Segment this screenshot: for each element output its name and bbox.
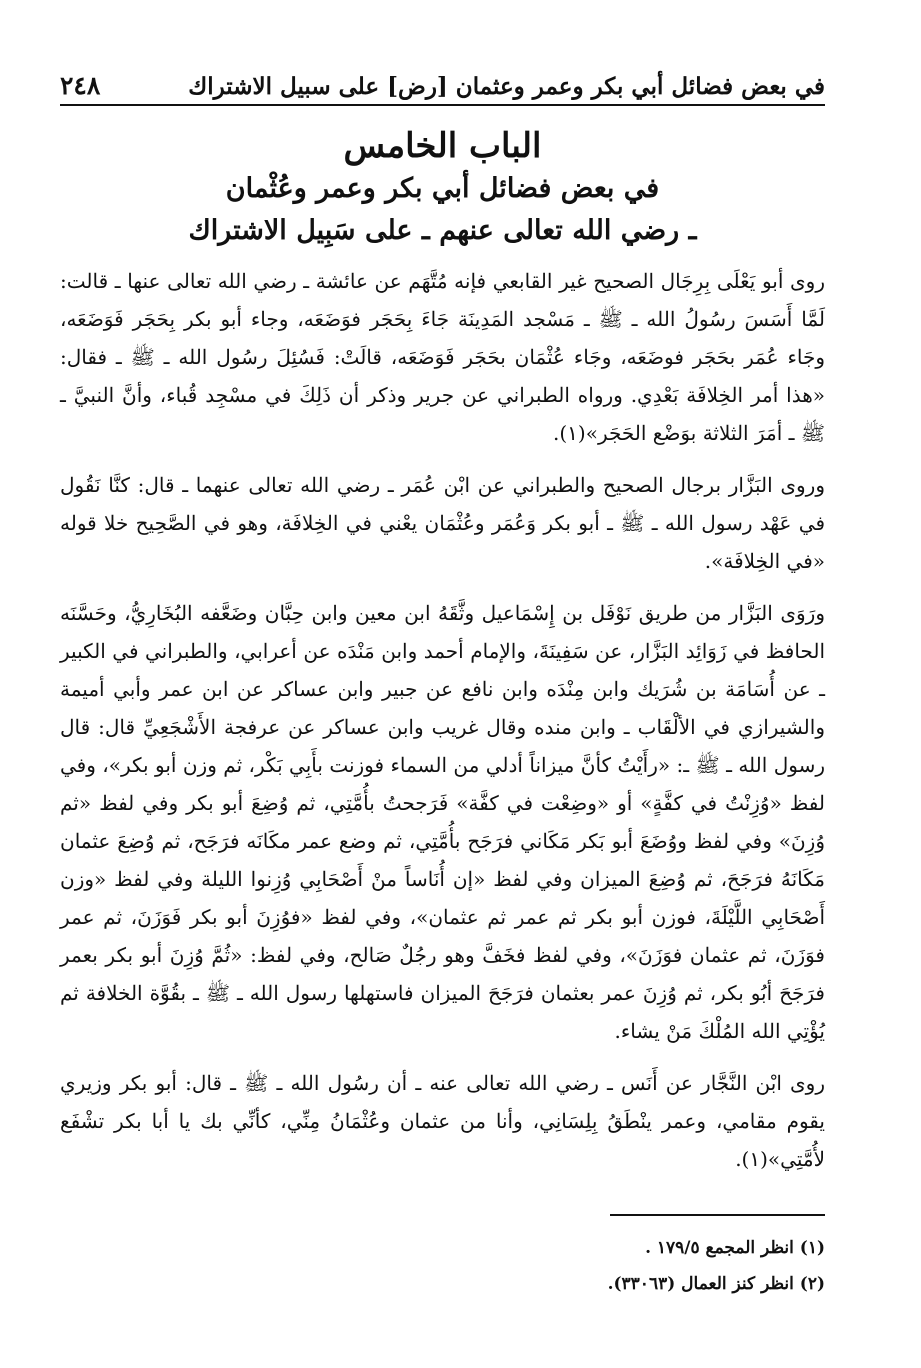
running-header [60, 58, 825, 106]
footnote-divider [610, 1214, 825, 1216]
chapter-title: الباب الخامس [343, 126, 542, 166]
footnotes [60, 1230, 825, 1302]
paragraph-2: وروى البَزَّار برجال الصحيح والطبراني عن ابْن عُمَر ـ رضي الله تعالى عنهما ـ قال: كنَّا نَقُول في عَهْد رسول الله ـ ﷺ ـ أبو بكر وَعُمَر وعُثْمَان يعْني في الخِلافَة، وهو في الصَّحِيح خلا قوله «في الخِلافَة». [60, 473, 826, 573]
running-title: في بعض فضائل أبي بكر وعمر وعثمان [رض] على سبيل الاشتراك [188, 73, 825, 100]
page-number: ٢٤٨ [60, 71, 101, 100]
paragraph-3: ورَوَى البَزَّار من طريق نَوْفَل بن إِسْمَاعيل وثَّقَهُ ابن معين وابن حِبَّان وضَعَّفه البُخَارِيُّ، وحَسَّنَه الحافظ في زَوَائِد البَزَّار، عن سَفِينَةَ، والإمام أحمد وابن مَنْدَه عن أعرابي، والطبراني في الكبير ـ عن أُسَامَة بن شُرَيك وابن مِنْدَه وابن نافع عن جبير وابن عساكر عن ابن عمر وأبي أميمة والشيرازي في الألْقَاب ـ وابن منده وقال غريب وابن عساكر عن عرفجة الأَشْجَعِيِّ قال: قال رسول الله ـ ﷺ ـ: «رأَيْتُ كأنَّ ميزاناً أدلي من السماء فوزنت بأَبِي بَكْر، ثم وزن أبو بكر»، وفي لفظ «وُزِنْتُ في كفَّةٍ» أو «وضِعْت في كفَّة» فَرَجحتُ بأُمَّتِي، ثم وُضِعَ أبو بكر وفي لفظ «ثم وُزِنَ» وفي لفظ ووُضَعَ أبو بَكر مَكَاني فرَجَح بأُمَّتِي، ثم وضع عمر مكَانَه فرَجَح، ثم وُضِعَ عثمان مَكَانَهُ فرَجَحَ، ثم وُضِعَ الميزان وفي لفظ «إن أُنَاساً منْ أَصْحَابِي وُزِنوا الليلة وفي لفظ «وزن أَصْحَابِي اللَّيْلَةَ، فوزن أبو بكر ثم عمر ثم عثمان»، وفي لفظ «فوُزِنَ أبو بكر فَوَزَنَ، ثم عمر فوَزَنَ، ثم عثمان فوَزَنَ»، وفي لفظ فخَفَّ وهو رجُلٌ صَالح، وفي لفظ: «ثُمَّ وُزِنَ أبو بكر بعمر فرَجَحَ أبُو بكر، ثم وُزِنَ عمر بعثمان فرَجَحَ الميزان فاستهلها رسول الله ـ ﷺ ـ بقُوَّة الخلافة ثم يُؤْتِي الله المُلْكَ مَنْ يشاء. [60, 601, 825, 1043]
footnote-1: (١) انظر المجمع ١٧٩/٥ . [645, 1238, 825, 1258]
body-text [60, 262, 825, 1178]
chapter-subtitle-line-1: في بعض فضائل أبي بكر وعمر وعُثْمان [225, 173, 660, 204]
paragraph-4: روى ابْن النَّجَّار عن أَنَس ـ رضي الله تعالى عنه ـ أن رسُول الله ـ ﷺ ـ قال: أبو بكر وزيري يقوم مقامي، وعمر ينْطَقُ بِلِسَانِي، وأنا من عثمان وعُثْمَانُ مِنِّي، كأنِّي بك يا أبا بكر تشْفَع لأُمَّتِي»(١). [60, 1071, 825, 1171]
book-page [60, 58, 825, 1348]
footnote-2: (٢) انظر كنز العمال (٣٣٠٦٣). [607, 1274, 825, 1294]
paragraph-1: روى أبو يَعْلَى بِرِجَال الصحيح غير القابعي فإنه مُتَّهَم عن عائشة ـ رضي الله تعالى عنها ـ قالت: لَمَّا أَسَسَ رسُولُ الله ـ ﷺ ـ مَسْجد المَدِينَة جَاءَ بِحَجَر فوَضَعَه، وجاء أبو بكر بِحَجَر فَوَضَعَه، وجَاء عُمَر بحَجَر فوضَعَه، وجَاء عُثْمَان بحَجَر فَوَضَعَه، قالَتْ: فَسُئِلَ رسُول الله ـ ﷺ ـ فقال: «هذا أمر الخِلافَة بَعْدِي. ورواه الطبراني عن جرير وذكر أن ذَلِكَ في مسْجِد قُباء، وأنَّ النبيَّ ـ ﷺ ـ أمَرَ الثلاثة بوَضْع الحَجَر»(١). [60, 269, 825, 445]
chapter-subtitle-line-2: ـ رضي الله تعالى عنهم ـ على سَبِيل الاشتراك [188, 215, 697, 246]
